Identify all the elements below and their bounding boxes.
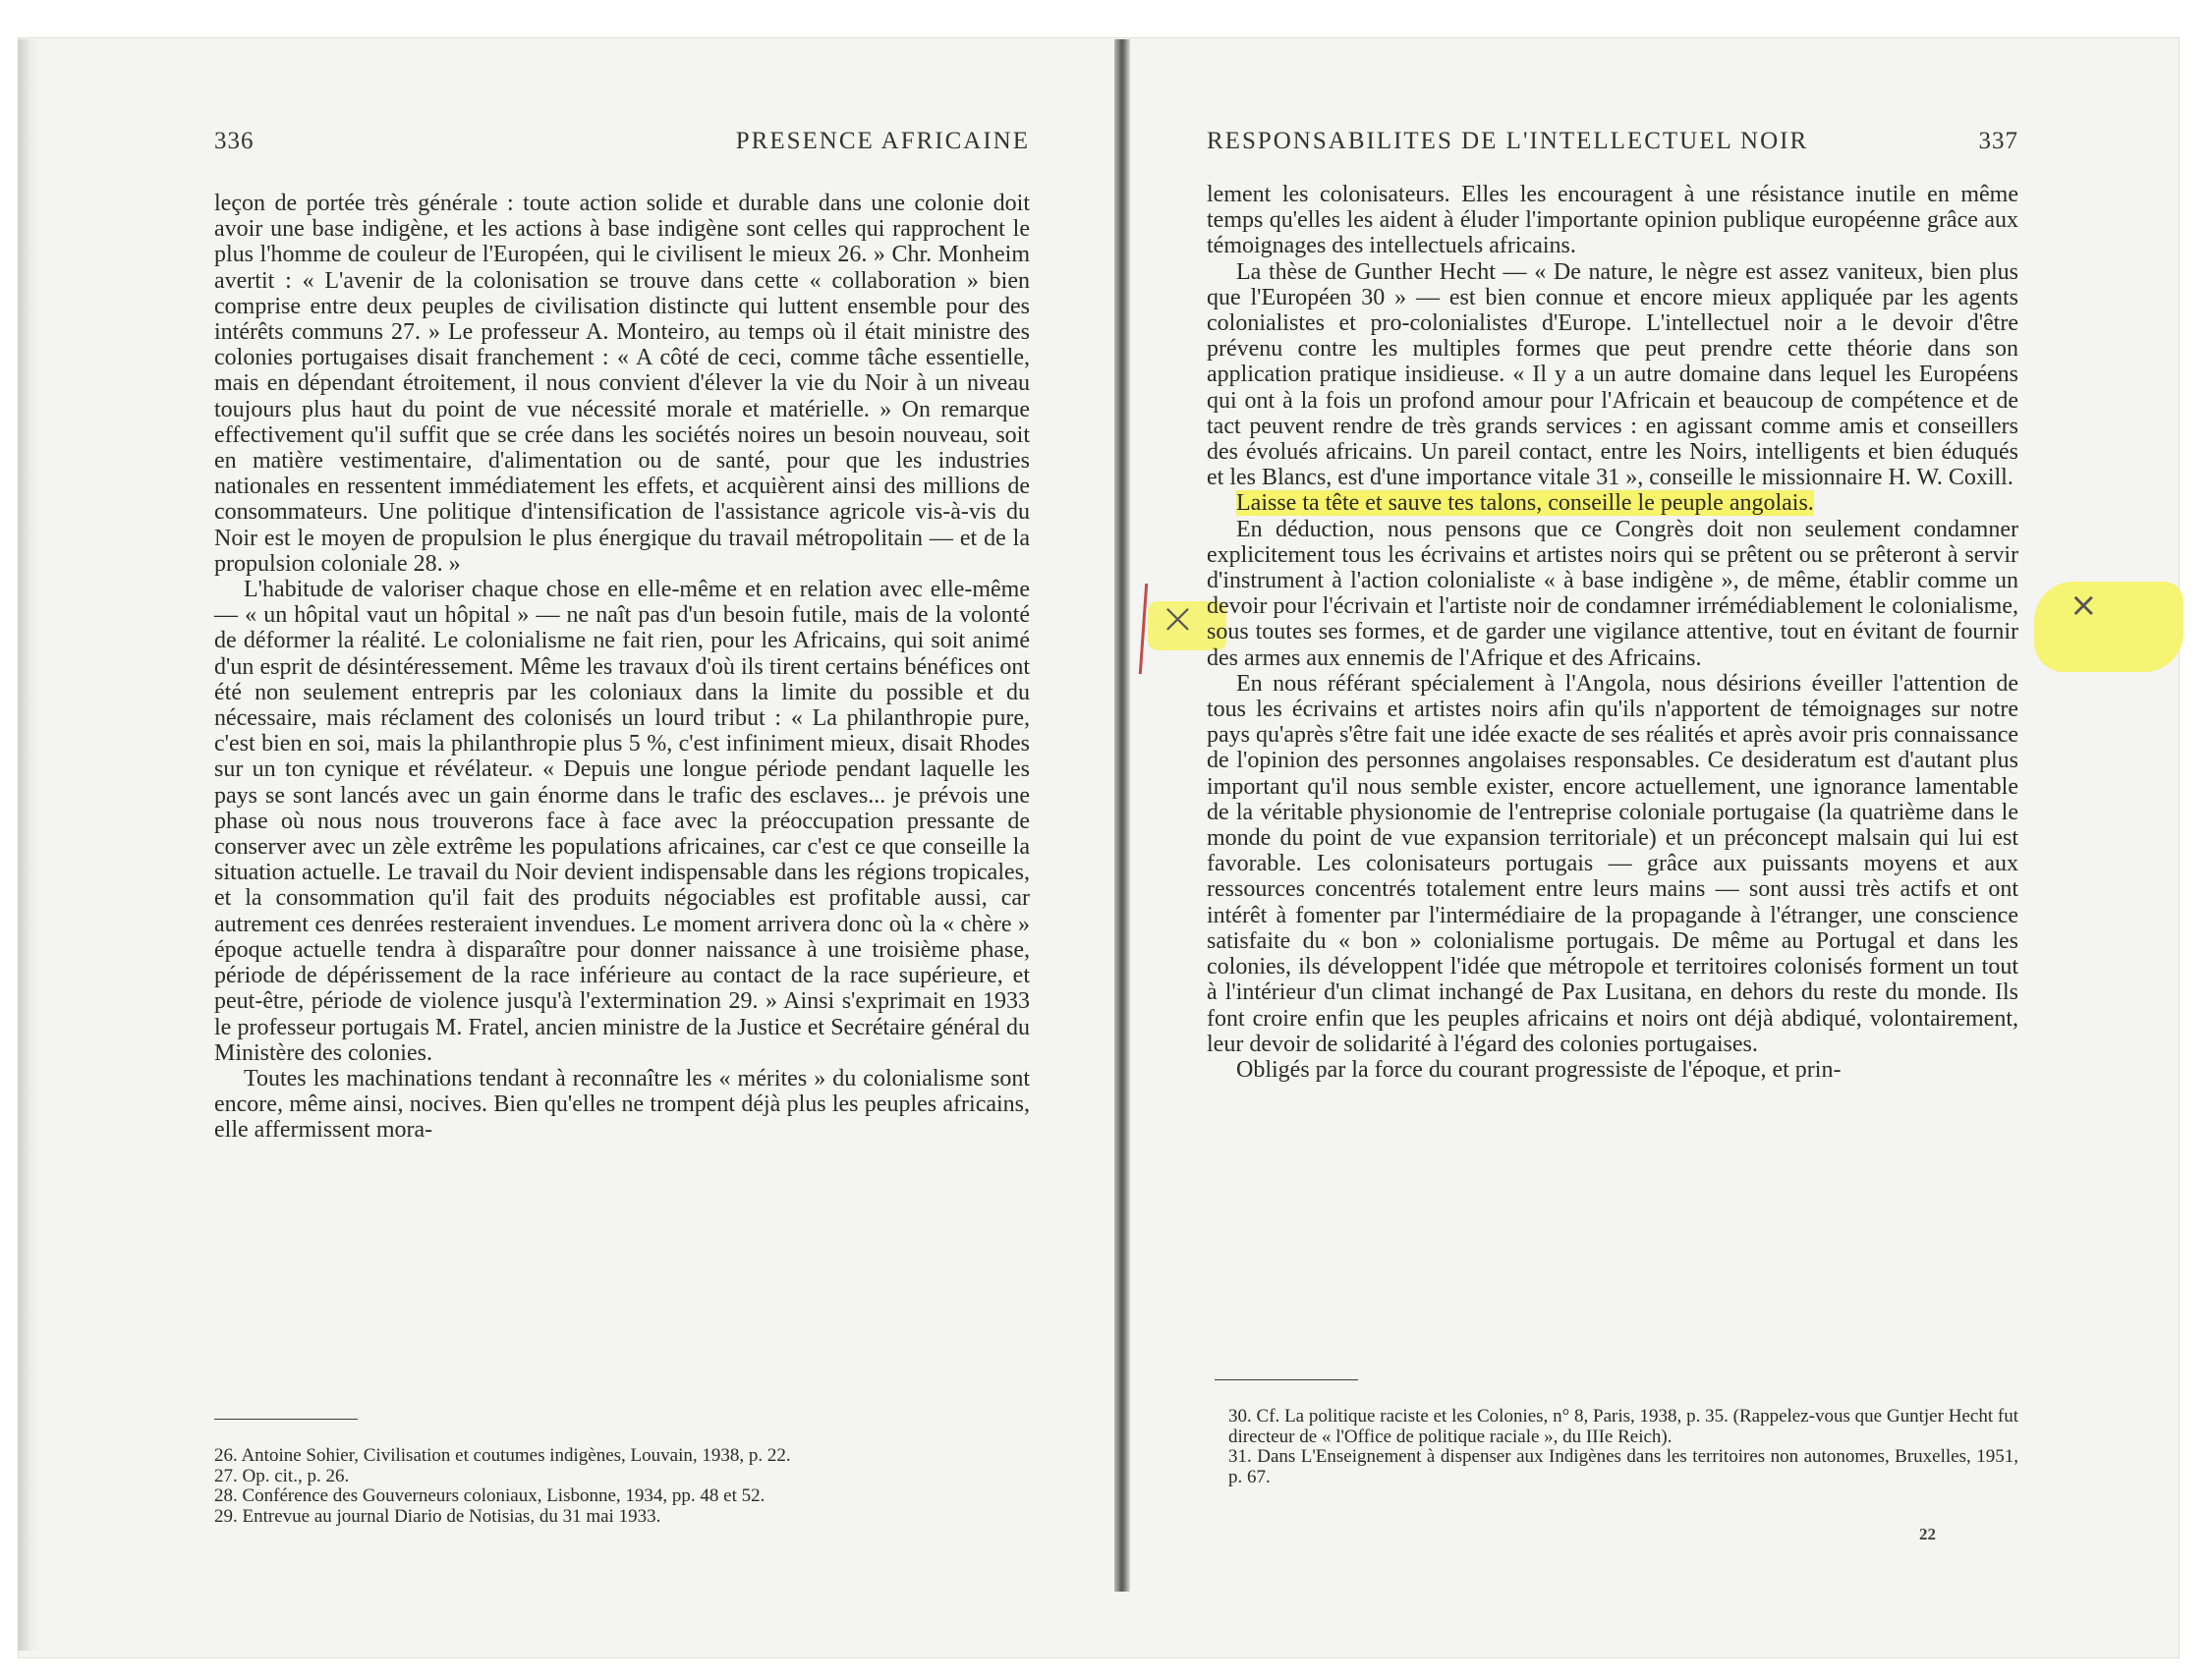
book-gutter — [1114, 39, 1130, 1592]
left-footnote-rule — [214, 1419, 358, 1420]
footnote-31: 31. Dans L'Enseignement à dispenser aux Indigènes dans les territoires non autonomes, Bruxelles, 1951, p. 67. — [1228, 1446, 2018, 1487]
scan-edge-shadow — [18, 39, 39, 1651]
right-paragraph-2: La thèse de Gunther Hecht — « De nature, le nègre est assez vaniteux, bien plus que l'Européen 30 » — est bien connue et encore mieux appliquée par les agents colonialistes et pro-colonialistes d'Europe. L'intellectuel noir a le devoir d'être prévenu contre les multiples formes que peut prendre cette théorie dans son application pratique insidieuse. « Il y a un autre domaine dans lequel les Européens qui ont à la fois un profond amour pour l'Africain et beaucoup de compétence et de tact peuvent rendre de très grands services : en agissant comme amis et conseillers des évolués africains. Un pareil contact, entre les Noirs, intelligents et bien éduqués et les Blancs, est d'une importance vitale 31 », conseille le missionnaire H. W. Coxill. — [1207, 258, 2018, 491]
left-running-head-title: PRESENCE AFRICAINE — [735, 128, 1030, 154]
left-page — [214, 0, 1030, 1621]
right-footnote-rule — [1215, 1379, 1358, 1380]
right-paragraph-5: En nous référant spécialement à l'Angola, nous désirions éveiller l'attention de tous les écrivains et artistes noirs afin qu'ils n'apportent de témoignages sur notre pays qu'après s'être fait une idée exacte de ses réalités et après avoir pris connaissance de l'opinion des personnes angolaises responsables. Ce desideratum est d'autant plus important qu'il nous semble exister, encore actuellement, une ignorance lamentable de la véritable physionomie de l'entreprise coloniale portugaise (la quatrième dans le monde du point de vue expansion territoriale) et un préconcept malsain qui lui est favorable. Les colonisateurs portugais — grâce aux puissants moyens et aux ressources concentrés totalement entre leurs mains — sont aussi très actifs et ont intérêt à fomenter par l'intermédiaire de la propagande à l'étranger, une conscience satisfaite du « bon » colonialisme portugais. De même au Portugal et dans les colonies, ils développent l'idée que métropole et territoires colonisés forment un tout à l'intérieur d'un climat inchangé de Pax Lusitana, en dehors du reste du monde. Ils font croire enfin que les peuples africains et noirs ont déjà abdiqué, volontairement, leur devoir de solidarité à l'égard des colonies portugaises. — [1207, 670, 2018, 1057]
right-paragraph-4: En déduction, nous pensons que ce Congrès doit non seulement condamner explicitement tous les écrivains et artistes noirs qui se prêtent ou se prêteront à servir d'instrument à l'action colonialiste « à base indigène », de même, établir comme un devoir pour l'écrivain et l'artiste noir de condamner irrémédiablement le colonialisme, sous toutes ses formes, et de garder une vigilance attentive, tout en évitant de fournir des armes aux ennemis de l'Afrique et des Africains. — [1207, 516, 2018, 671]
left-page-number: 336 — [214, 128, 255, 154]
signature-mark: 22 — [1919, 1525, 1936, 1543]
right-running-header — [1207, 128, 2018, 157]
footnote-29: 29. Entrevue au journal Diario de Notisias, du 31 mai 1933. — [214, 1505, 661, 1527]
left-paragraph-2: L'habitude de valoriser chaque chose en elle-même et en relation avec elle-même — « un hôpital vaut un hôpital » — ne naît pas d'un besoin futile, mais de la volonté de déformer la réalité. Le colonialisme ne fait rien, pour les Africains, qui soit animé d'un esprit de désintéressement. Même les travaux d'où ils tirent certains bénéfices ont été non seulement entrepris par les coloniaux dans la limite du possible et du nécessaire, mais réclament des colonisés un lourd tribut : « La philanthropie pure, c'est bien en soi, mais la philanthropie plus 5 %, c'est infiniment mieux, disait Rhodes sur un ton cynique et révélateur. « Depuis une longue période pendant laquelle les pays se sont lancés avec un gain énorme dans le trafic des esclaves... je prévois une phase où nous nous trouverons face à face avec la préoccupation pressante de conserver avec un zèle extrême les populations africaines, car c'est ce que conseille la situation actuelle. Le travail du Noir devient indispensable dans les régions tropicales, et la consommation qu'il fait des produits négociables est profitable aussi, car autrement ces denrées resteraient invendues. Le moment arrivera donc où la « chère » époque actuelle tendra à disparaître pour donner naissance à une troisième phase, période de dépérissement de la race inférieure au contact de la race supérieure, et peut-être, période de violence jusqu'à l'extermination 29. » Ainsi s'exprimait en 1933 le professeur portugais M. Fratel, ancien ministre de la Justice et Secrétaire général du Ministère des colonies. — [214, 577, 1030, 1066]
margin-x-mark-left: × — [1160, 593, 1196, 644]
right-page — [1207, 0, 2018, 1621]
proverb-highlight: Laisse ta tête et sauve tes talons, conseille le peuple angolais. — [1236, 490, 1814, 517]
right-footnotes — [1228, 1407, 2018, 1487]
margin-x-mark-right: × — [2070, 586, 2098, 625]
left-paragraph-1: leçon de portée très générale : toute action solide et durable dans une colonie doit avoir une base indigène, et les actions à base indigène sont celles qui rapprochent le plus l'homme de couleur de l'Européen, qui le civilisent le mieux 26. » Chr. Monheim avertit : « L'avenir de la colonisation se trouve dans cette « collaboration » bien comprise entre deux peuples de civilisation distincte qui luttent ensemble pour des intérêts communs 27. » Le professeur A. Monteiro, au temps où il était ministre des colonies portugaises disait franchement : « A côté de ceci, comme tâche essentielle, mais en dépendant étroitement, il nous convient d'élever la vie du Noir à un niveau toujours plus haut du point de vue nécessité morale et matérielle. » On remarque effectivement qu'il suffit que se crée dans les sociétés noires un besoin nouveau, soit en matière vestimentaire, d'alimentation ou de santé, pour que les industries nationales en ressentent immédiatement les effets, et acquièrent ainsi des millions de consommateurs. Une politique d'intensification de l'assistance agricole vis-à-vis du Noir est le moyen de propulsion le plus énergique du travail métropolitain — et de la propulsion coloniale 28. » — [214, 191, 1030, 577]
right-page-number: 337 — [1978, 128, 2018, 154]
yellow-highlight-right — [2034, 582, 2184, 672]
left-running-header — [214, 128, 1030, 157]
left-body-text — [214, 191, 1030, 1144]
footnote-28: 28. Conférence des Gouverneurs coloniaux, Lisbonne, 1934, pp. 48 et 52. — [214, 1485, 766, 1506]
footnote-27: 27. Op. cit., p. 26. — [214, 1465, 350, 1486]
right-highlighted-proverb — [1207, 490, 2018, 516]
right-running-head-title: RESPONSABILITES DE L'INTELLECTUEL NOIR — [1207, 128, 1809, 154]
left-paragraph-3: Toutes les machinations tendant à reconnaître les « mérites » du colonialisme sont encore, même ainsi, nocives. Bien qu'elles ne trompent déjà plus les peuples africains, elle affermissent mora- — [214, 1065, 1030, 1144]
right-body-text — [1207, 182, 2018, 1083]
left-footnotes — [214, 1446, 1030, 1527]
footnote-30: 30. Cf. La politique raciste et les Colonies, n° 8, Paris, 1938, p. 35. (Rappelez-vous que Guntjer Hecht fut directeur de « l'Office de politique raciale », du IIIe Reich). — [1228, 1406, 2018, 1447]
right-paragraph-6: Obligés par la force du courant progressiste de l'époque, et prin- — [1236, 1056, 1842, 1083]
right-paragraph-1: lement les colonisateurs. Elles les encouragent à une résistance inutile en même temps qu'elles les aident à éluder l'importante opinion publique européenne grâce aux témoignages des intellectuels africains. — [1207, 182, 2018, 259]
footnote-26: 26. Antoine Sohier, Civilisation et coutumes indigènes, Louvain, 1938, p. 22. — [214, 1445, 791, 1466]
